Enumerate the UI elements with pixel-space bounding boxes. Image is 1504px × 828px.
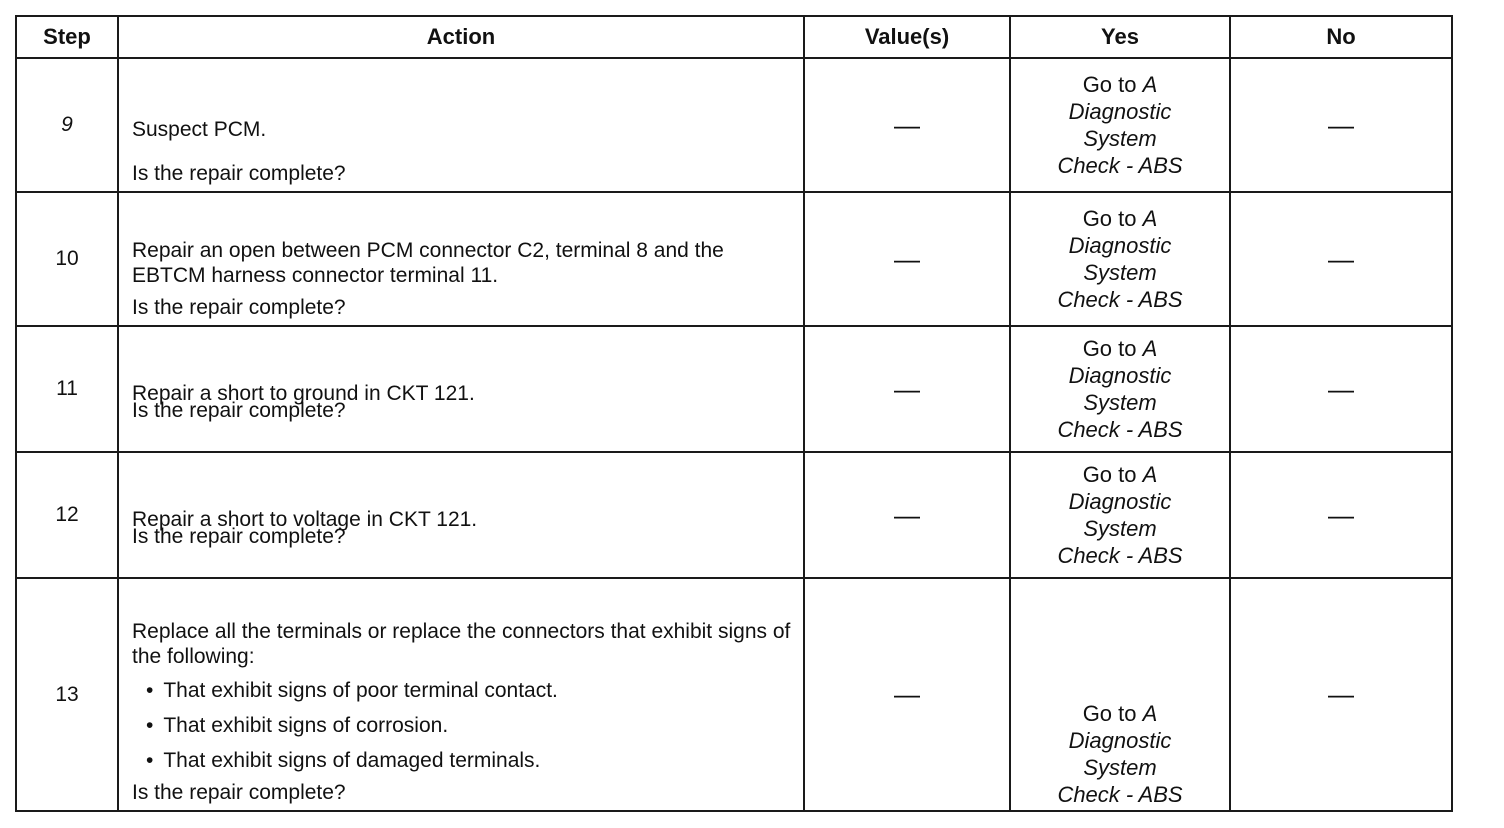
no-cell: — — [1230, 326, 1452, 452]
yes-cell — [1010, 58, 1230, 192]
action-cell — [118, 58, 804, 192]
yes-line2: Diagnostic — [1068, 363, 1172, 388]
step-number: 13 — [16, 578, 118, 811]
yes-goto: Go to — [1082, 701, 1143, 726]
action-question: Is the repair complete? — [132, 781, 346, 804]
yes-goto: Go to — [1082, 462, 1143, 487]
action-cell — [118, 578, 804, 811]
yes-line2: Diagnostic — [1068, 233, 1172, 258]
action-text: Suspect PCM. — [132, 117, 267, 141]
header-action: Action — [118, 16, 804, 58]
action-question: Is the repair complete? — [132, 296, 346, 319]
header-yes: Yes — [1010, 16, 1230, 58]
step-number: 9 — [16, 58, 118, 192]
yes-goto: Go to — [1082, 72, 1143, 97]
yes-line2: Diagnostic — [1068, 489, 1172, 514]
yes-line4: Check - ABS — [1057, 153, 1183, 178]
bullet-item: • That exhibit signs of poor terminal contact. — [162, 673, 791, 708]
action-cell — [118, 452, 804, 578]
yes-cell — [1010, 326, 1230, 452]
step-number: 12 — [16, 452, 118, 578]
bullet-list — [132, 673, 791, 778]
value-cell: — — [804, 578, 1010, 811]
table-row — [16, 452, 1452, 578]
yes-line4: Check - ABS — [1057, 417, 1183, 442]
bullet-item: • That exhibit signs of corrosion. — [162, 708, 791, 743]
action-text: Repair a short to ground in CKT 121. — [132, 381, 475, 405]
action-text: Repair a short to voltage in CKT 121. — [132, 507, 478, 531]
action-cell — [118, 192, 804, 326]
yes-line3: System — [1083, 516, 1157, 541]
header-no: No — [1230, 16, 1452, 58]
table-row — [16, 578, 1452, 811]
yes-line4: Check - ABS — [1057, 287, 1183, 312]
yes-goto-ital: A — [1142, 336, 1158, 361]
diagnostic-table — [15, 15, 1453, 812]
yes-goto-ital: A — [1142, 206, 1158, 231]
no-cell: — — [1230, 192, 1452, 326]
action-question: Is the repair complete? — [132, 525, 346, 548]
yes-line2: Diagnostic — [1068, 99, 1172, 124]
value-cell: — — [804, 326, 1010, 452]
step-number: 10 — [16, 192, 118, 326]
step-number: 11 — [16, 326, 118, 452]
yes-goto: Go to — [1082, 336, 1143, 361]
table-row — [16, 192, 1452, 326]
yes-line3: System — [1083, 390, 1157, 415]
yes-goto-ital: A — [1142, 462, 1158, 487]
value-cell: — — [804, 192, 1010, 326]
yes-line3: System — [1083, 755, 1157, 780]
table-row — [16, 58, 1452, 192]
yes-goto-ital: A — [1142, 701, 1158, 726]
header-row — [16, 16, 1452, 58]
table-row — [16, 326, 1452, 452]
yes-line3: System — [1083, 260, 1157, 285]
no-cell: — — [1230, 58, 1452, 192]
yes-line2: Diagnostic — [1068, 728, 1172, 753]
yes-cell — [1010, 452, 1230, 578]
bullet-item: • That exhibit signs of damaged terminals. — [162, 743, 791, 778]
action-question: Is the repair complete? — [132, 399, 346, 422]
header-values: Value(s) — [804, 16, 1010, 58]
action-cell — [118, 326, 804, 452]
yes-goto-ital: A — [1142, 72, 1158, 97]
yes-line4: Check - ABS — [1057, 543, 1183, 568]
yes-cell — [1010, 192, 1230, 326]
yes-line4: Check - ABS — [1057, 782, 1183, 807]
yes-cell — [1010, 578, 1230, 811]
action-text: Replace all the terminals or replace the connectors that exhibit signs of the following: — [132, 620, 791, 668]
no-cell: — — [1230, 578, 1452, 811]
action-question: Is the repair complete? — [132, 162, 346, 185]
yes-line3: System — [1083, 126, 1157, 151]
yes-goto: Go to — [1082, 206, 1143, 231]
value-cell: — — [804, 452, 1010, 578]
value-cell: — — [804, 58, 1010, 192]
no-cell: — — [1230, 452, 1452, 578]
action-text: Repair an open between PCM connector C2, terminal 8 and the EBTCM harness connector terminal 11. — [132, 239, 724, 287]
header-step: Step — [16, 16, 118, 58]
